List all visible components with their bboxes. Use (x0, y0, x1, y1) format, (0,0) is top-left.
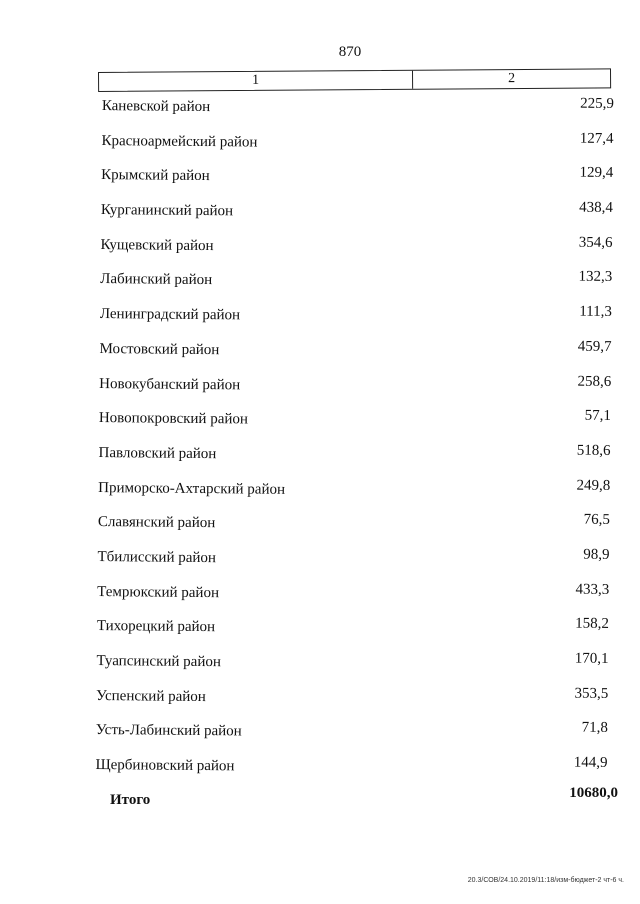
district-value: 258,6 (577, 373, 612, 390)
district-value: 158,2 (575, 615, 609, 633)
page-number: 870 (338, 44, 362, 60)
table-row (94, 439, 614, 479)
table-row (96, 265, 616, 305)
district-name: Ленинградский район (99, 306, 241, 324)
district-value: 111,3 (579, 303, 612, 321)
table-row (93, 578, 613, 618)
district-name: Туапсинский район (96, 653, 221, 671)
district-value: 225,9 (580, 95, 614, 112)
district-name: Темрюкский район (97, 583, 220, 601)
district-value: 354,6 (578, 234, 613, 251)
district-value: 433,3 (575, 581, 610, 598)
table-header (98, 68, 611, 92)
table-row (95, 404, 615, 444)
district-value: 170,1 (574, 650, 609, 667)
district-name: Мостовский район (99, 340, 220, 358)
district-value: 353,5 (574, 685, 609, 702)
district-name: Тихорецкий район (96, 618, 216, 636)
district-name: Каневской район (101, 98, 211, 116)
district-value: 127,4 (579, 130, 614, 147)
district-name: Усть-Лабинский район (95, 722, 242, 740)
table-row (93, 612, 613, 652)
table-row (96, 231, 616, 271)
district-value: 98,9 (583, 546, 610, 563)
table-row (94, 474, 614, 514)
district-name: Новопокровский район (98, 410, 249, 428)
table-row (92, 647, 612, 687)
district-name: Курганинский район (100, 202, 234, 220)
district-name: Приморско-Ахтарский район (98, 479, 286, 498)
table-row (97, 161, 617, 201)
district-name: Славянский район (97, 514, 216, 532)
district-value: 132,3 (578, 269, 613, 286)
district-name: Щербиновский район (95, 757, 235, 775)
district-value: 129,4 (579, 165, 614, 182)
table-row (92, 716, 612, 756)
district-name: Тбилисский район (97, 548, 217, 567)
total-label: Итого (110, 792, 151, 808)
table-row (92, 682, 612, 722)
table-row (95, 335, 615, 375)
header-col-2: 2 (508, 71, 516, 87)
table-row (97, 127, 617, 167)
header-col-1: 1 (99, 71, 413, 91)
district-value: 249,8 (576, 477, 611, 494)
total-value: 10680,0 (569, 785, 618, 801)
district-value: 76,5 (583, 511, 610, 529)
district-name: Кущевский район (100, 236, 214, 254)
district-name: Крымский район (101, 167, 210, 185)
district-value: 144,9 (573, 754, 608, 771)
district-name: Красноармейский район (101, 132, 258, 151)
district-name: Новокубанский район (99, 375, 241, 393)
district-value: 518,6 (576, 442, 611, 459)
district-name: Павловский район (98, 444, 217, 463)
district-value: 57,1 (584, 407, 611, 425)
table-row (96, 300, 616, 340)
table-row (95, 369, 615, 409)
document-footer: 20.3/СОВ/24.10.2019/11:18/изм-бюджет-2 чт-6 ч. (467, 877, 624, 884)
table-row (97, 196, 617, 236)
table-row (93, 543, 613, 583)
total-row (110, 782, 618, 812)
table-body (91, 92, 618, 791)
table-row (94, 508, 614, 548)
table-row (98, 92, 618, 132)
district-value: 438,4 (579, 199, 613, 217)
district-name: Успенский район (96, 687, 206, 705)
district-value: 71,8 (581, 720, 608, 737)
district-value: 459,7 (577, 338, 612, 355)
district-name: Лабинский район (100, 271, 213, 289)
